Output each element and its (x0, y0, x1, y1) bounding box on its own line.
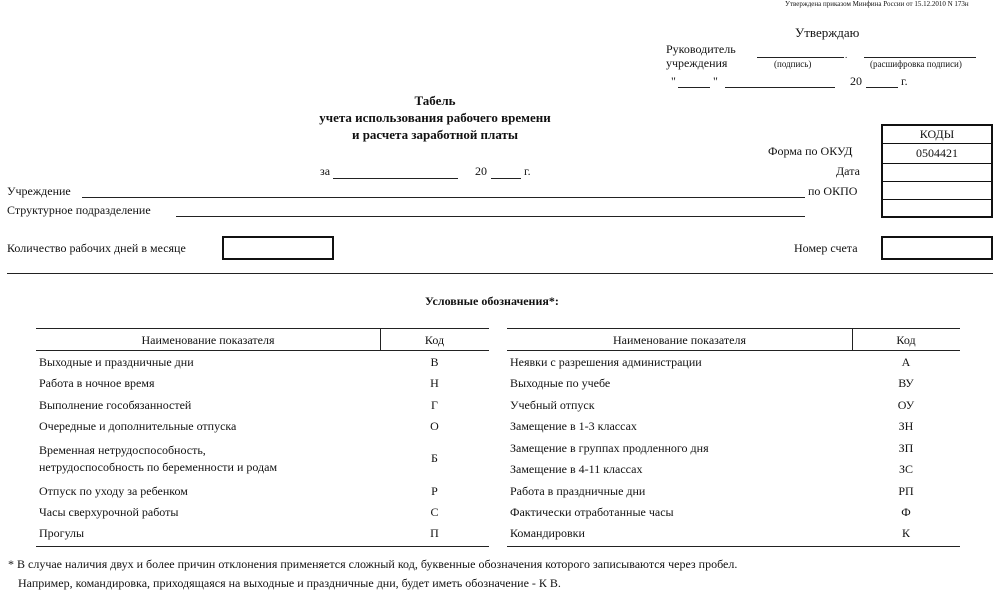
okpo-label: по ОКПО (808, 184, 858, 198)
approval-note: Утверждена приказом Минфина России от 15.12.2010 N 173н (785, 0, 969, 8)
approve-label: Утверждаю (795, 25, 860, 40)
list-item: Фактически отработанные часы (510, 505, 674, 519)
account-label: Номер счета (794, 241, 858, 255)
workdays-label: Количество рабочих дней в месяце (7, 241, 186, 255)
decode-caption: (расшифровка подписи) (870, 59, 962, 69)
doc-title-line3: и расчета заработной платы (351, 127, 519, 142)
doc-title-line2: учета использования рабочего времени (319, 110, 551, 125)
list-item-code: ВУ (898, 376, 914, 390)
list-item-code: ЗП (898, 441, 914, 455)
list-item-code: Н (430, 376, 439, 390)
codes-box (881, 124, 993, 218)
list-item: Выполнение гособязанностей (39, 398, 192, 412)
list-item: Командировки (510, 526, 585, 540)
approve-day-line[interactable] (678, 87, 710, 88)
decode-line[interactable] (864, 57, 976, 58)
okud-label: Форма по ОКУД (768, 144, 853, 158)
right-col-code-header: Код (896, 333, 916, 347)
left-col-code-header: Код (424, 333, 445, 347)
list-item: Отпуск по уходу за ребенком (39, 484, 188, 498)
list-item-code: ЗС (898, 462, 913, 476)
list-item-code: С (430, 505, 439, 519)
list-item-code: В (430, 355, 439, 369)
department-label: Структурное подразделение (7, 203, 151, 217)
approve-year-line[interactable] (866, 87, 898, 88)
list-item-code: П (430, 526, 439, 540)
list-item-code: РП (898, 484, 914, 498)
period-year-suffix: г. (524, 164, 531, 178)
doc-title-line1: Табель (414, 93, 456, 108)
okpo-cell[interactable] (883, 182, 991, 200)
list-item-code: А (901, 355, 911, 369)
head-label-line2: учреждения (666, 56, 728, 70)
list-item-code: Ф (901, 505, 911, 519)
list-item: Неявки с разрешения администрации (510, 355, 702, 369)
list-item: Замещение в 1-3 классах (510, 419, 637, 433)
footnote-line2: Например, командировка, приходящаяся на выходные и праздничные дни, будет иметь обозначение - К В. (18, 576, 561, 590)
list-item: Замещение в группах продленного дня (510, 441, 709, 455)
extra-cell[interactable] (883, 200, 991, 216)
list-item-code: Б (431, 451, 438, 465)
separator (7, 273, 993, 274)
period-month-line[interactable] (333, 178, 458, 179)
left-col-name-header: Наименование показателя (141, 333, 275, 347)
institution-line[interactable] (82, 197, 805, 198)
list-item-code: О (430, 419, 439, 433)
list-item: Работа в ночное время (39, 376, 155, 390)
list-item: Выходные и праздничные дни (39, 355, 194, 369)
footnote-line1: * В случае наличия двух и более причин отклонения применяется сложный код, буквенные обозначения которого записываются через пробел. (8, 557, 738, 571)
head-label-line1: Руководитель (666, 42, 736, 56)
signature-caption: (подпись) (774, 59, 812, 69)
quote-open: " (671, 74, 676, 88)
period-prefix: за (320, 164, 331, 178)
list-item: Прогулы (39, 526, 85, 540)
legend-title: Условные обозначения*: (425, 294, 559, 308)
institution-label: Учреждение (7, 184, 71, 198)
list-item-code: Г (431, 398, 438, 412)
approve-year-prefix: 20 (850, 74, 862, 88)
date-cell[interactable] (883, 164, 991, 182)
list-item: Выходные по учебе (510, 376, 611, 390)
codes-header: КОДЫ (883, 126, 991, 144)
signature-line[interactable] (757, 57, 844, 58)
okud-value[interactable]: 0504421 (883, 144, 991, 164)
list-item: Учебный отпуск (510, 398, 595, 412)
list-item-code: Р (431, 484, 438, 498)
period-year-prefix: 20 (475, 164, 487, 178)
list-item: Временная нетрудоспособность, (39, 443, 206, 457)
date-label: Дата (836, 164, 860, 178)
workdays-input[interactable] (222, 236, 334, 260)
right-col-name-header: Наименование показателя (613, 333, 746, 347)
list-item-code: К (901, 526, 910, 540)
list-item-code: ОУ (897, 398, 915, 412)
list-item-code: ЗН (898, 419, 914, 433)
period-year-line[interactable] (491, 178, 521, 179)
list-item: Работа в праздничные дни (510, 484, 646, 498)
account-input[interactable] (881, 236, 993, 260)
list-item: Часы сверхурочной работы (39, 505, 179, 519)
list-item: Очередные и дополнительные отпуска (39, 419, 237, 433)
list-item-cont: нетрудоспособность по беременности и родам (39, 460, 278, 474)
approve-year-suffix: г. (901, 74, 908, 88)
department-line[interactable] (176, 216, 805, 217)
approve-month-line[interactable] (725, 87, 835, 88)
quote-close: " (713, 74, 718, 88)
list-item: Замещение в 4-11 классах (510, 462, 643, 476)
